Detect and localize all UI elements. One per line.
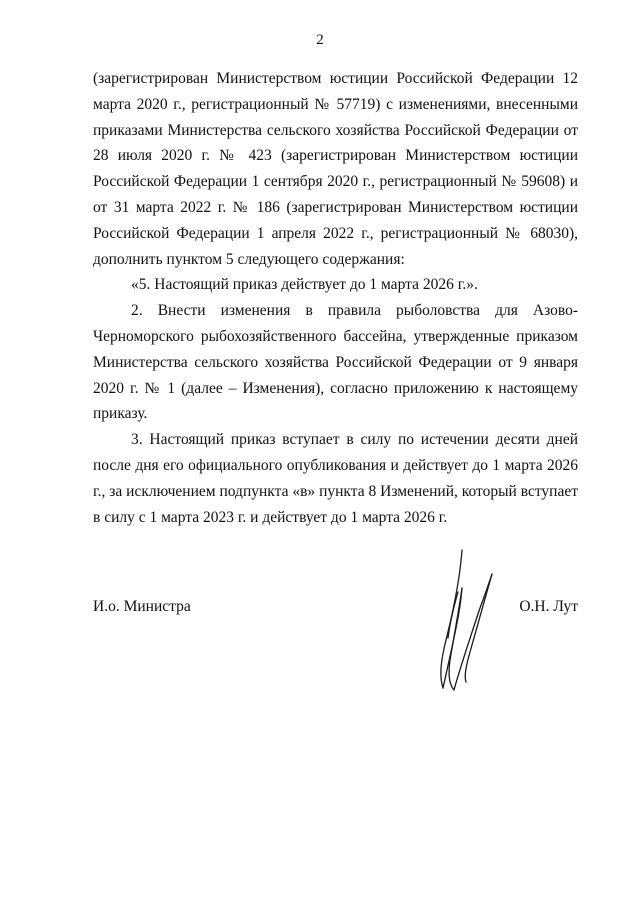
paragraph-registration-details: (зарегистрирован Министерством юстиции Российской Федерации 12 марта 2020 г., регистрационный № 57719) с изменениями, внесенными приказами Министерства сельского хозяйства Российской Федерации от 28 июля 2020 г. № 423 (зарегистрирован Министерством юстиции Российской Федерации 1 сентября 2020 г., регистрационный № 59608) и от 31 марта 2022 г. № 186 (зарегистрирован Министерством юстиции Российской Федерации 1 апреля 2022 г., регистрационный № 68030), дополнить пунктом 5 следующего содержания:	[93, 70, 578, 268]
paragraph-new-point-5: «5. Настоящий приказ действует до 1 марта 2026 г.».	[131, 276, 478, 294]
paragraph-item-2-amendments: 2. Внести изменения в правила рыболовства для Азово-Черноморского рыбохозяйственного бассейна, утвержденные приказом Министерства сельского хозяйства Российской Федерации от 9 января 2020 г. № 1 (далее – Изменения), согласно приложению к настоящему приказу.	[93, 302, 578, 423]
paragraph-item-3-effective-date: 3. Настоящий приказ вступает в силу по истечении десяти дней после дня его официального опубликования и действует до 1 марта 2026 г., за исключением подпункта «в» пункта 8 Изменений, который вступает в силу с 1 марта 2023 г. и действует до 1 марта 2026 г.	[93, 431, 578, 526]
signatory-name: О.Н. Лут	[519, 598, 578, 615]
signatory-role: И.о. Министра	[93, 598, 191, 615]
document-body	[93, 66, 578, 530]
handwritten-signature	[432, 548, 502, 698]
page-number: 2	[316, 32, 324, 48]
